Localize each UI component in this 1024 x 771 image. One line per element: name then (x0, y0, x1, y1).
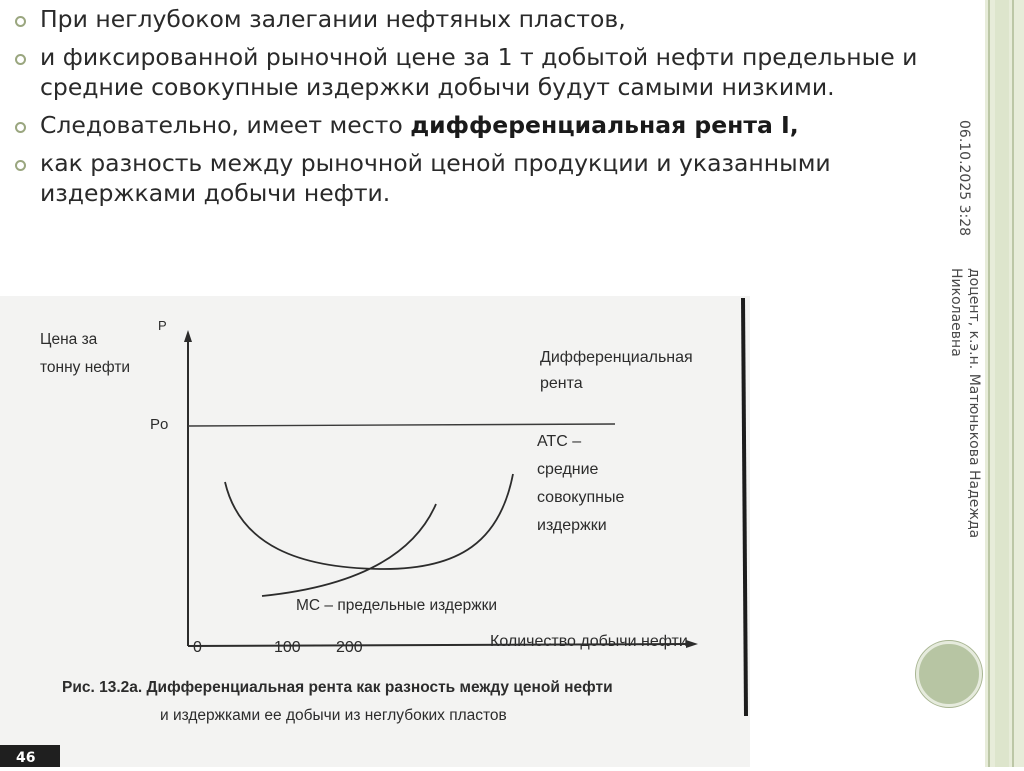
bullet-text: Следовательно, имеет место (40, 111, 411, 139)
atc-curve (225, 474, 513, 569)
author-line-1: доцент, к.э.н. Матюнькова Надежда (966, 268, 982, 539)
atc-label-2: средние (537, 461, 599, 478)
atc-label-3: совокупные (537, 489, 625, 506)
atc-label-1: АТС – (537, 433, 582, 450)
frame-inner-band (995, 0, 1009, 767)
bullet-bold-term: дифференциальная рента I, (410, 111, 799, 139)
slide-date (946, 120, 976, 280)
page-number-badge: 46 (0, 745, 60, 767)
bullet-circle-icon (15, 122, 26, 133)
x-tick-100: 100 (274, 639, 301, 656)
x-tick-0: 0 (193, 639, 202, 656)
price-label: Po (150, 416, 169, 433)
mc-curve (262, 504, 436, 596)
y-axis-label-2: тонну нефти (40, 359, 131, 376)
x-axis-label: Количество добычи нефти (490, 633, 688, 650)
bullet-text: как разность между рыночной ценой продукции и указанными издержками добычи нефти. (40, 149, 831, 207)
rent-label-2: рента (540, 375, 583, 392)
bullet-text: и фиксированной рыночной цене за 1 т добытой нефти предельные и средние совокупные издержки добычи будут самыми низкими. (40, 43, 918, 101)
price-line (188, 424, 615, 426)
slide-author (944, 268, 984, 568)
figure-scan (0, 296, 750, 767)
page-edge-line (743, 298, 746, 716)
bullet-item (12, 42, 962, 102)
mc-label: МС – предельные издержки (296, 597, 498, 614)
y-axis-letter: P (158, 318, 167, 333)
caption-line-2: и издержками ее добычи из неглубоких пластов (160, 707, 507, 724)
bullet-circle-icon (15, 16, 26, 27)
bullet-list (12, 4, 962, 216)
bullet-item (12, 148, 962, 208)
bullet-text: При неглубоком залегании нефтяных пластов, (40, 5, 626, 33)
y-axis-arrow-icon (184, 330, 192, 342)
bullet-item (12, 4, 962, 34)
author-line-2: Николаевна (948, 268, 964, 357)
decorative-circle-icon (916, 641, 982, 707)
x-axis-arrow-icon (686, 640, 698, 648)
y-axis-label-1: Цена за (40, 331, 98, 348)
x-tick-200: 200 (336, 639, 363, 656)
frame-divider (1012, 0, 1014, 767)
bullet-item (12, 110, 962, 140)
bullet-circle-icon (15, 160, 26, 171)
caption-line-1: Рис. 13.2а. Дифференциальная рента как разность между ценой нефти (62, 679, 613, 696)
rent-label-1: Дифференциальная (540, 349, 693, 366)
frame-divider (988, 0, 990, 767)
rent-diagram (0, 296, 750, 767)
bullet-circle-icon (15, 54, 26, 65)
date-text: 06.10.2025 3:28 (956, 120, 972, 237)
atc-label-4: издержки (537, 517, 607, 534)
